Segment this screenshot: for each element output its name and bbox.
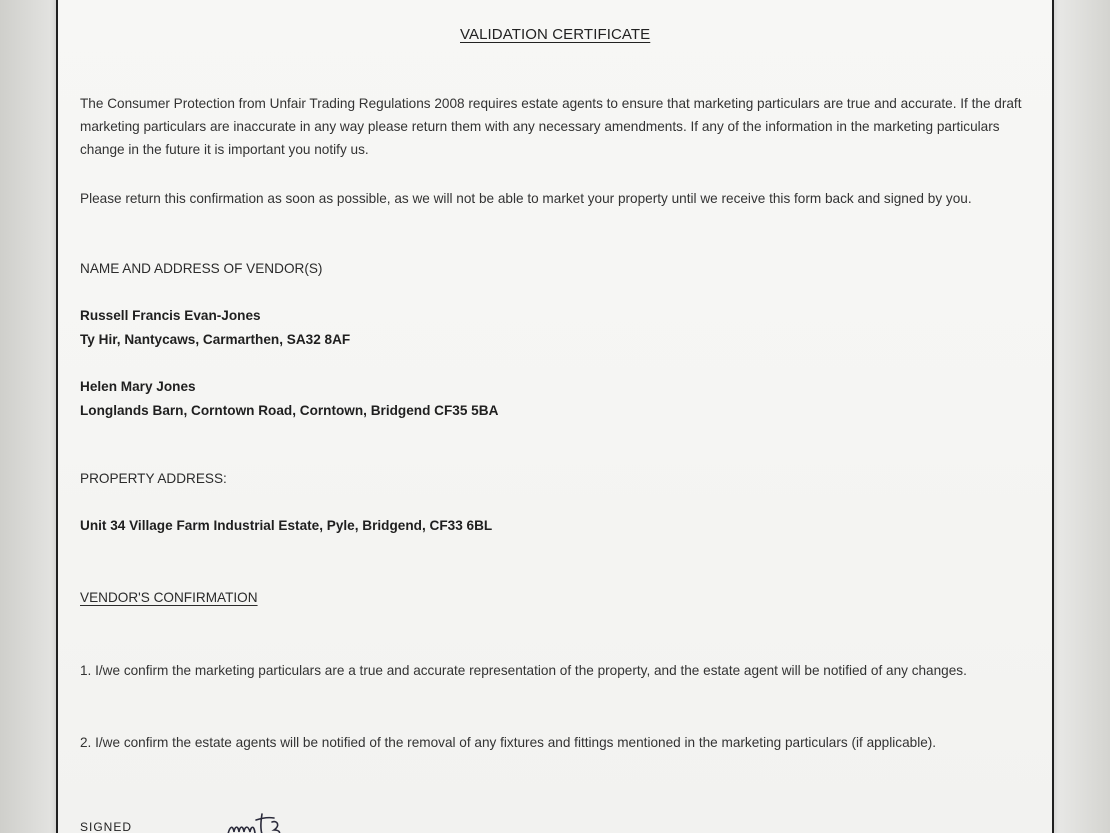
confirmation-item-1: 1. I/we confirm the marketing particulars are a true and accurate representation of the property, and the estate agent will be notified of any changes. <box>80 663 967 678</box>
confirmation-heading: VENDOR'S CONFIRMATION <box>80 590 258 605</box>
vendor-heading: NAME AND ADDRESS OF VENDOR(S) <box>80 261 323 276</box>
handwritten-signature-icon <box>226 808 306 833</box>
vendor-1-name: Russell Francis Evan-Jones <box>80 308 261 323</box>
vendor-2-address: Longlands Barn, Corntown Road, Corntown, Bridgend CF35 5BA <box>80 403 499 418</box>
property-heading: PROPERTY ADDRESS: <box>80 471 227 486</box>
intro-paragraph: The Consumer Protection from Unfair Trading Regulations 2008 requires estate agents to ensure that marketing particulars are true and accurate. If the draft marketing particulars are inaccurate in any way please return them with any necessary amendments. If any of the information in the marketing particulars change in the future it is important you notify us. <box>80 96 1022 157</box>
vendor-1-address: Ty Hir, Nantycaws, Carmarthen, SA32 8AF <box>80 332 351 347</box>
document-title: VALIDATION CERTIFICATE <box>460 26 651 43</box>
return-paragraph: Please return this confirmation as soon as possible, as we will not be able to market your property until we receive this form back and signed by you. <box>80 191 972 206</box>
confirmation-item-2: 2. I/we confirm the estate agents will be notified of the removal of any fixtures and fittings mentioned in the marketing particulars (if applicable). <box>80 735 937 750</box>
signed-label: SIGNED <box>80 820 133 833</box>
validation-certificate-document <box>80 0 1048 833</box>
vendor-2-name: Helen Mary Jones <box>80 379 196 394</box>
property-address: Unit 34 Village Farm Industrial Estate, Pyle, Bridgend, CF33 6BL <box>80 518 493 533</box>
